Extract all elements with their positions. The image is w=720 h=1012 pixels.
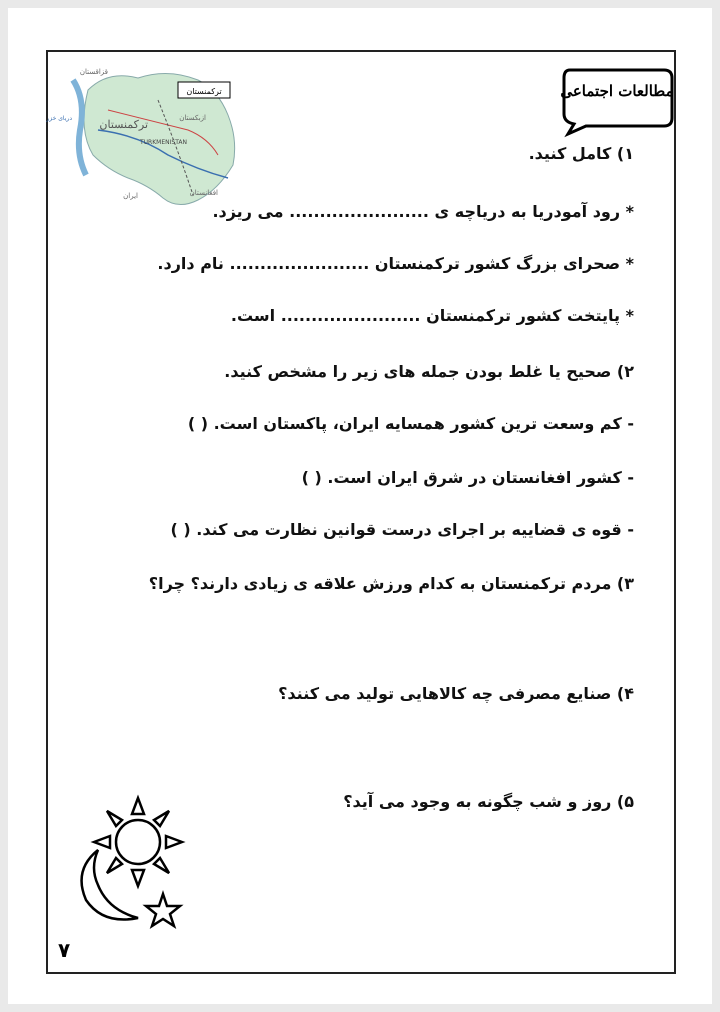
map-label-iran: ایران — [123, 192, 138, 200]
map-latin-label: TURKMENISTAN — [140, 139, 187, 146]
question-3: ۳) مردم ترکمنستان به کدام ورزش علاقه ی زیادی دارند؟ چرا؟ — [148, 574, 634, 593]
worksheet-page — [8, 8, 712, 1004]
question-1b: * صحرای بزرگ کشور ترکمنستان ....................... نام دارد. — [157, 254, 634, 273]
map-main-label: ترکمنستان — [99, 118, 148, 131]
title-bubble — [558, 66, 676, 136]
map-label-uzbek: ازبکستان — [179, 114, 206, 122]
question-4: ۴) صنایع مصرفی چه کالاهایی تولید می کنند؟ — [278, 684, 634, 703]
page-title: مطالعات اجتماعی — [560, 82, 674, 100]
map-label-top: قزاقستان — [79, 68, 108, 76]
question-2c: - قوه ی قضاییه بر اجرای درست قوانین نظارت می کند. ( ) — [170, 520, 634, 539]
turkmenistan-map — [46, 60, 258, 220]
question-1a: * رود آمودریا به دریاچه ی ....................... می ریزد. — [212, 202, 634, 221]
map-label-caspian: دریای خزر — [46, 115, 72, 122]
question-1c: * پایتخت کشور ترکمنستان ....................... است. — [230, 306, 634, 325]
question-5: ۵) روز و شب چگونه به وجود می آید؟ — [343, 792, 634, 811]
sun-moon-star-icon — [68, 790, 198, 930]
question-2b: - کشور افغانستان در شرق ایران است. ( ) — [301, 468, 634, 487]
question-2a: - کم وسعت ترین کشور همسایه ایران، پاکستان است. ( ) — [187, 414, 634, 433]
page-number: ۷ — [58, 938, 71, 962]
question-1-heading: ۱) کامل کنید. — [528, 144, 634, 163]
question-2-heading: ۲) صحیح یا غلط بودن جمله های زیر را مشخص کنید. — [224, 362, 634, 381]
map-label-afghan: افغانستان — [189, 189, 218, 197]
map-box-label: ترکمنستان — [186, 87, 222, 96]
